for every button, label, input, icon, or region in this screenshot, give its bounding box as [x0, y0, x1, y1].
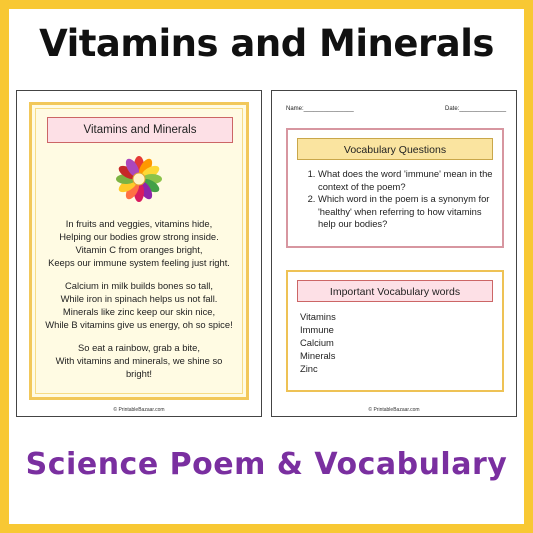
- poem-title: Vitamins and Minerals: [47, 117, 233, 143]
- fruit-flower-image: [114, 155, 164, 203]
- copyright-footer: © PrintableBazaar.com: [368, 407, 420, 413]
- poem-line: Helping our bodies grow strong inside.: [59, 231, 219, 242]
- question-list: [298, 168, 494, 231]
- vocabulary-questions-box: [286, 128, 504, 248]
- poem-line: So eat a rainbow, grab a bite,: [78, 342, 200, 353]
- name-field: Name:_______________: [286, 106, 354, 112]
- vocabulary-questions-heading: Vocabulary Questions: [297, 138, 493, 160]
- vocab-word-list: [300, 310, 336, 375]
- poem-line: While iron in spinach helps us not fall.: [60, 293, 218, 304]
- poem-line: Minerals like zinc keep our skin nice,: [62, 306, 216, 317]
- poem-line: With vitamins and minerals, we shine so: [55, 355, 223, 366]
- page-title: Vitamins and Minerals: [39, 22, 494, 65]
- poem-page: [16, 90, 262, 417]
- vocab-word: Immune: [300, 324, 334, 335]
- vocab-word: Minerals: [300, 350, 336, 361]
- stanza-1: [38, 217, 240, 269]
- question-item: 1. What does the word 'immune' mean in the context of the poem?: [318, 168, 494, 193]
- flower-center: [133, 173, 145, 185]
- important-words-box: [286, 270, 504, 392]
- worksheet-page: [271, 90, 517, 417]
- subtitle-banner: Science Poem & Vocabulary: [25, 447, 508, 482]
- poem-frame: [29, 102, 249, 400]
- poem-line: Vitamin C from oranges bright,: [75, 244, 203, 255]
- poem-line: While B vitamins give us energy, oh so spice!: [45, 319, 233, 330]
- poem-body: [38, 217, 240, 390]
- poem-line: Calcium in milk builds bones so tall,: [65, 280, 213, 291]
- date-field: Date:______________: [445, 106, 507, 112]
- vocab-word: Vitamins: [300, 311, 336, 322]
- stanza-3: [38, 341, 240, 380]
- important-words-heading: Important Vocabulary words: [297, 280, 493, 302]
- copyright-footer: © PrintableBazaar.com: [113, 407, 165, 413]
- stanza-2: [38, 279, 240, 331]
- poem-line: Keeps our immune system feeling just right.: [48, 257, 230, 268]
- vocab-word: Calcium: [300, 337, 334, 348]
- vocab-word: Zinc: [300, 363, 318, 374]
- poem-line: bright!: [125, 368, 153, 379]
- question-item: 2. Which word in the poem is a synonym for 'healthy' when referring to how vitamins help our bodies?: [318, 193, 494, 231]
- poem-line: In fruits and veggies, vitamins hide,: [65, 218, 213, 229]
